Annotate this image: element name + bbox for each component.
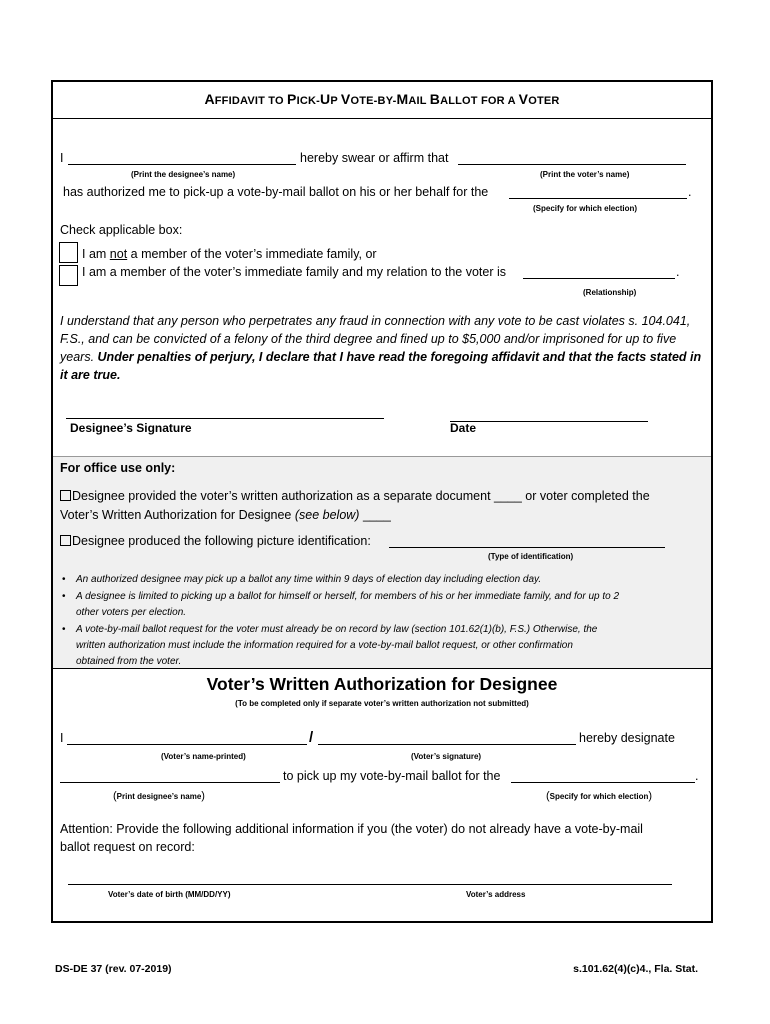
id-type-caption: (Type of identification) xyxy=(488,552,574,561)
voter-name-printed-caption: (Voter’s name-printed) xyxy=(161,752,246,761)
relationship-field[interactable] xyxy=(523,278,675,279)
authorization-period: . xyxy=(695,769,699,783)
attention-line-1: Attention: Provide the following additional information if you (the voter) do not already have a vote-by-mail xyxy=(60,822,643,836)
affidavit-i-label: I xyxy=(60,151,64,165)
office-bullet-3-cont1: written authorization must include the information required for a vote-by-mail ballot request, or other confirmation xyxy=(76,640,573,651)
id-type-field[interactable] xyxy=(389,547,665,548)
election-field[interactable] xyxy=(509,198,687,199)
authorization-election-field[interactable] xyxy=(511,782,695,783)
name-signature-slash: / xyxy=(309,729,314,746)
office-use-heading: For office use only: xyxy=(60,461,176,475)
office-bullet-1: • An authorized designee may pick up a ballot any time within 9 days of election day including election day. xyxy=(62,574,542,585)
election-caption: (Specify for which election) xyxy=(533,204,638,213)
check-applicable-label: Check applicable box: xyxy=(60,223,183,237)
designee-name-printed-caption: (Print designee’s name) xyxy=(113,790,205,802)
office-bullet-2: • A designee is limited to picking up a ballot for himself or herself, for members of his or her immediate family, and for up to 2 xyxy=(62,591,620,602)
election-period: . xyxy=(688,185,692,199)
voter-name-field[interactable] xyxy=(458,164,686,165)
authorized-text: has authorized me to pick-up a vote-by-mail ballot on his or her behalf for the xyxy=(63,185,489,199)
family-member-option-label: I am a member of the voter’s immediate family and my relation to the voter is xyxy=(82,265,507,279)
voter-signature-caption: (Voter’s signature) xyxy=(411,752,482,761)
hereby-designate-text: hereby designate xyxy=(579,731,675,745)
designee-signature-field[interactable] xyxy=(66,418,384,419)
office-bullet-2-cont: other voters per election. xyxy=(76,607,187,618)
attention-line-2: ballot request on record: xyxy=(60,840,195,854)
picture-id-checkbox[interactable] xyxy=(60,535,71,546)
authorization-election-caption: (Specify for which election) xyxy=(546,790,653,802)
designee-name-printed-field[interactable] xyxy=(60,782,280,783)
statute-reference: s.101.62(4)(c)4., Fla. Stat. xyxy=(573,963,698,975)
not-family-option-label: I am not a member of the voter’s immediate family, or xyxy=(82,247,377,261)
date-field[interactable] xyxy=(450,421,648,422)
voter-signature-field[interactable] xyxy=(318,744,576,745)
relationship-period: . xyxy=(676,265,680,279)
form-title: AFFIDAVIT TO PICK-UP VOTE-BY-MAIL BALLOT FOR A VOTER xyxy=(53,82,711,119)
voter-name-caption: (Print the voter’s name) xyxy=(540,170,630,179)
date-label: Date xyxy=(450,421,477,435)
office-bullet-3-cont2: obtained from the voter. xyxy=(76,656,182,667)
perjury-statement: I understand that any person who perpetrates any fraud in connection with any vote to be cast violates s. 104.041, F.S., and can be convicted of a felony of the third degree and fined up to $5,000 and/or imprisoned for up to five years. Under penalties of perjury, I declare that I have read the foregoing affidavit and that the facts stated in it are true. xyxy=(60,314,702,382)
designee-name-caption: (Print the designee’s name) xyxy=(131,170,236,179)
pickup-text: to pick up my vote-by-mail ballot for the xyxy=(283,769,501,783)
address-caption: Voter’s address xyxy=(466,890,526,899)
dob-address-field[interactable] xyxy=(68,884,672,885)
swear-text: hereby swear or affirm that xyxy=(300,151,449,165)
office-bullet-3: • A vote-by-mail ballot request for the voter must already be on record by law (section 101.62(1)(b), F.S.) Otherwise, the xyxy=(62,624,598,635)
authorization-i-label: I xyxy=(60,731,64,745)
office-item2: Designee produced the following picture identification: xyxy=(60,534,371,548)
voter-name-printed-field[interactable] xyxy=(67,744,307,745)
not-family-checkbox[interactable] xyxy=(59,242,78,263)
separate-document-checkbox[interactable] xyxy=(60,490,71,501)
office-item1-line1: Designee provided the voter’s written authorization as a separate document ____ or voter completed the xyxy=(60,489,650,503)
dob-caption: Voter’s date of birth (MM/DD/YY) xyxy=(108,890,231,899)
form-id: DS-DE 37 (rev. 07-2019) xyxy=(55,963,172,975)
relationship-caption: (Relationship) xyxy=(583,288,637,297)
authorization-heading: Voter’s Written Authorization for Designee xyxy=(206,674,558,694)
designee-name-field[interactable] xyxy=(68,164,296,165)
family-member-checkbox[interactable] xyxy=(59,265,78,286)
authorization-subheading: (To be completed only if separate voter’s written authorization not submitted) xyxy=(235,699,529,708)
office-item1-line2: Voter’s Written Authorization for Designee (see below) ____ xyxy=(60,508,391,522)
designee-signature-label: Designee’s Signature xyxy=(70,421,192,435)
